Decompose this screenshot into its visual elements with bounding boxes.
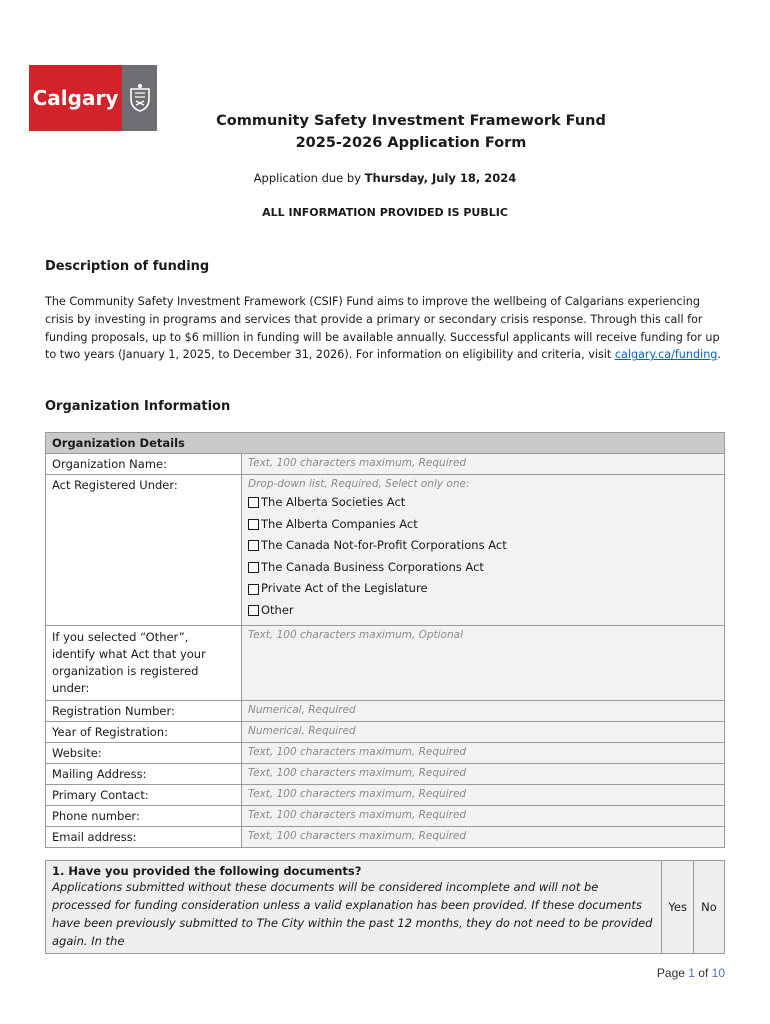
checkbox-icon[interactable]: [248, 540, 259, 551]
table-row: [46, 625, 725, 700]
act-option[interactable]: [248, 514, 718, 536]
description-text: The Community Safety Investment Framework (CSIF) Fund aims to improve the wellbeing of Calgarians experiencing crisis by investing in programs and services that provide a primary or secondary crisis response. Through this call for funding proposals, up to $6 million in funding will be available annually. Successful applicants will receive funding for up to two years (January 1, 2025, to December 31, 2026). For information on eligibility and criteria, visit: [45, 295, 720, 362]
checkbox-icon[interactable]: [248, 605, 259, 616]
act-option-label: The Alberta Companies Act: [261, 516, 418, 531]
registration-year-label: Year of Registration:: [46, 721, 242, 742]
document-title: [0, 110, 770, 154]
table-row: [46, 742, 725, 763]
table-header-row: [46, 433, 725, 454]
act-option-label: The Canada Business Corporations Act: [261, 559, 484, 574]
total-pages: 10: [711, 966, 725, 980]
primary-contact-field[interactable]: Text, 100 characters maximum, Required: [242, 784, 725, 805]
act-option-label: Other: [261, 602, 294, 617]
funding-link[interactable]: calgary.ca/funding: [614, 348, 718, 362]
organization-details-table: [45, 432, 725, 848]
table-row: [46, 763, 725, 784]
act-option-label: The Canada Not-for-Profit Corporations Act: [261, 538, 507, 553]
other-act-label: If you selected “Other”, identify what Act that your organization is registered under:: [46, 625, 242, 700]
documents-note: Applications submitted without these documents will be considered incomplete and will not be processed for funding consideration unless a valid explanation has been provided. If these documents have been previously submitted to The City within the past 12 months, they do not need to be provided again. In the: [52, 880, 653, 948]
documents-question-cell: [46, 861, 662, 954]
org-name-label: Organization Name:: [46, 454, 242, 475]
primary-contact-label: Primary Contact:: [46, 784, 242, 805]
current-page: 1: [688, 966, 695, 980]
table-row: [46, 700, 725, 721]
other-act-field[interactable]: Text, 100 characters maximum, Optional: [242, 625, 725, 700]
act-hint: Drop-down list, Required, Select only one:: [248, 478, 470, 490]
act-field[interactable]: [242, 475, 725, 626]
mailing-address-label: Mailing Address:: [46, 763, 242, 784]
due-prefix: Application due by: [253, 171, 365, 185]
description-body: [45, 293, 727, 364]
due-date: Thursday, July 18, 2024: [364, 171, 517, 185]
act-option-label: The Alberta Societies Act: [261, 495, 406, 509]
table-row: [46, 826, 725, 847]
act-option-label: Private Act of the Legislature: [261, 581, 428, 596]
checkbox-icon[interactable]: [248, 497, 259, 508]
act-label: Act Registered Under:: [46, 475, 242, 626]
title-line-2: 2025-2026 Application Form: [295, 135, 527, 151]
registration-number-field[interactable]: Numerical, Required: [242, 700, 725, 721]
page-word: Page: [656, 966, 689, 980]
website-field[interactable]: Text, 100 characters maximum, Required: [242, 742, 725, 763]
org-info-heading: Organization Information: [45, 399, 231, 414]
table-row: [46, 721, 725, 742]
title-line-1: Community Safety Investment Framework Fund: [216, 113, 606, 129]
website-label: Website:: [46, 742, 242, 763]
checkbox-icon[interactable]: [248, 562, 259, 573]
due-date-line: [0, 171, 770, 185]
table-header: Organization Details: [46, 433, 725, 454]
documents-question: 1. Have you provided the following documents?: [52, 864, 362, 878]
checkbox-icon[interactable]: [248, 584, 259, 595]
registration-year-field[interactable]: Numerical, Required: [242, 721, 725, 742]
yes-column-header: Yes: [662, 861, 694, 954]
email-field[interactable]: Text, 100 characters maximum, Required: [242, 826, 725, 847]
table-row: [46, 784, 725, 805]
public-notice: ALL INFORMATION PROVIDED IS PUBLIC: [262, 206, 508, 219]
registration-number-label: Registration Number:: [46, 700, 242, 721]
mailing-address-field[interactable]: Text, 100 characters maximum, Required: [242, 763, 725, 784]
act-option[interactable]: [248, 492, 718, 514]
logo-wordmark: Calgary: [29, 65, 122, 131]
description-heading: Description of funding: [45, 259, 210, 274]
act-option[interactable]: [248, 535, 718, 557]
documents-question-table: [45, 860, 725, 954]
description-end: .: [717, 348, 721, 362]
act-option[interactable]: [248, 557, 718, 579]
table-row: [46, 475, 725, 626]
page-number: [657, 966, 725, 980]
email-label: Email address:: [46, 826, 242, 847]
table-row: [46, 861, 725, 954]
act-option[interactable]: [248, 600, 718, 622]
no-column-header: No: [694, 861, 725, 954]
org-name-field[interactable]: Text, 100 characters maximum, Required: [242, 454, 725, 475]
table-row: [46, 454, 725, 475]
table-row: [46, 805, 725, 826]
phone-field[interactable]: Text, 100 characters maximum, Required: [242, 805, 725, 826]
act-option[interactable]: [248, 578, 718, 600]
checkbox-icon[interactable]: [248, 519, 259, 530]
phone-label: Phone number:: [46, 805, 242, 826]
of-word: of: [694, 966, 712, 980]
